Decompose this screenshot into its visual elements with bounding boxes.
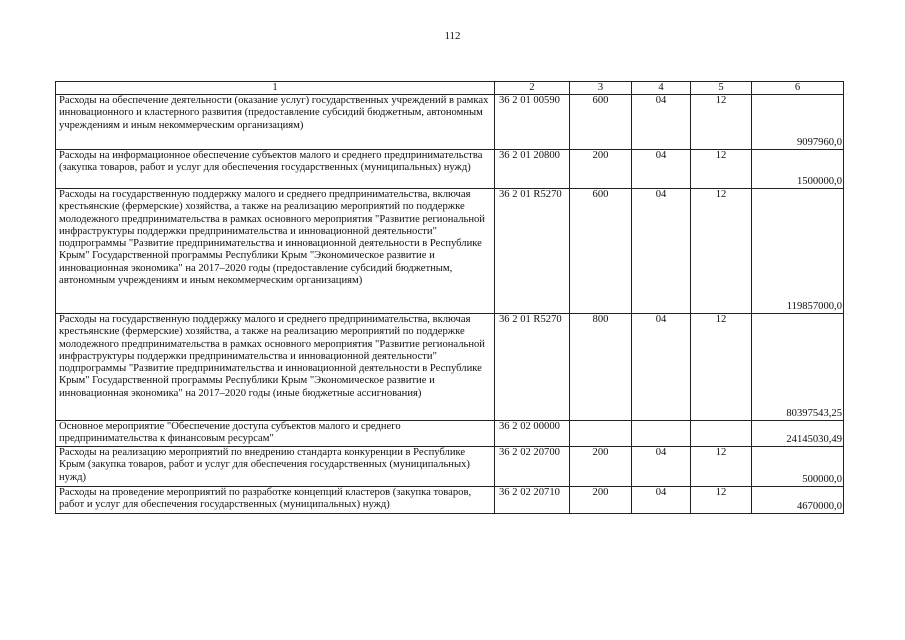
page-number: 112 <box>444 30 461 42</box>
row-expense-type: 200 <box>570 150 632 189</box>
header-col-5: 5 <box>691 82 752 95</box>
row-target-code: 36 2 02 20710 <box>495 487 570 514</box>
row-expense-type: 800 <box>570 314 632 421</box>
row-section: 04 <box>632 189 691 314</box>
row-amount: 119857000,0 <box>752 189 844 314</box>
row-description: Расходы на государственную поддержку малого и среднего предпринимательства, включая крестьянские (фермерские) хозяйства, а также на реализацию мероприятий по поддержке молодежного предпринимательства в рамках основного мероприятия "Развитие региональной инфраструктуры поддержки предпринимательства и инновационной деятельности" подпрограммы "Развитие предпринимательства и инновационной деятельности в Республике Крым" Государственной программы Республики Крым "Экономическое развитие и инновационная экономика" на 2017–2020 годы (иные бюджетные ассигнования) <box>56 314 495 421</box>
table-row <box>56 447 844 487</box>
row-description: Основное мероприятие "Обеспечение доступа субъектов малого и среднего предпринимательства к финансовым ресурсам" <box>56 421 495 447</box>
row-target-code: 36 2 01 20800 <box>495 150 570 189</box>
row-description: Расходы на проведение мероприятий по разработке концепций кластеров (закупка товаров, работ и услуг для обеспечения государственных (муниципальных) нужд) <box>56 487 495 514</box>
table-header-row <box>56 82 844 95</box>
header-col-4: 4 <box>632 82 691 95</box>
table-row <box>56 150 844 189</box>
row-subsection: 12 <box>691 447 752 487</box>
row-amount: 4670000,0 <box>752 487 844 514</box>
row-section: 04 <box>632 150 691 189</box>
header-col-2: 2 <box>495 82 570 95</box>
row-expense-type: 200 <box>570 487 632 514</box>
row-subsection: 12 <box>691 95 752 150</box>
row-expense-type: 200 <box>570 447 632 487</box>
header-col-3: 3 <box>570 82 632 95</box>
row-section: 04 <box>632 487 691 514</box>
row-amount: 24145030,49 <box>752 421 844 447</box>
row-description: Расходы на информационное обеспечение субъектов малого и среднего предпринимательства (закупка товаров, работ и услуг для обеспечения государственных (муниципальных) нужд) <box>56 150 495 189</box>
row-subsection: 12 <box>691 314 752 421</box>
table-row <box>56 421 844 447</box>
row-section: 04 <box>632 314 691 421</box>
row-subsection <box>691 421 752 447</box>
table-row <box>56 314 844 421</box>
row-target-code: 36 2 01 R5270 <box>495 189 570 314</box>
row-target-code: 36 2 01 00590 <box>495 95 570 150</box>
budget-table <box>55 81 844 514</box>
table-row <box>56 95 844 150</box>
row-subsection: 12 <box>691 487 752 514</box>
row-target-code: 36 2 02 00000 <box>495 421 570 447</box>
row-expense-type: 600 <box>570 95 632 150</box>
row-subsection: 12 <box>691 150 752 189</box>
row-description: Расходы на государственную поддержку малого и среднего предпринимательства, включая крестьянские (фермерские) хозяйства, а также на реализацию мероприятий по поддержке молодежного предпринимательства в рамках основного мероприятия "Развитие региональной инфраструктуры поддержки предпринимательства и инновационной деятельности" подпрограммы "Развитие предпринимательства и инновационной деятельности в Республике Крым" Государственной программы Республики Крым "Экономическое развитие и инновационная экономика" на 2017–2020 годы (предоставление субсидий бюджетным, автономным учреждениям и иным некоммерческим организациям) <box>56 189 495 314</box>
table-row <box>56 189 844 314</box>
header-col-6: 6 <box>752 82 844 95</box>
row-subsection: 12 <box>691 189 752 314</box>
row-description: Расходы на реализацию мероприятий по внедрению стандарта конкуренции в Республике Крым (закупка товаров, работ и услуг для обеспечения государственных (муниципальных) нужд) <box>56 447 495 487</box>
row-target-code: 36 2 01 R5270 <box>495 314 570 421</box>
header-col-1: 1 <box>56 82 495 95</box>
row-target-code: 36 2 02 20700 <box>495 447 570 487</box>
row-amount: 9097960,0 <box>752 95 844 150</box>
table-row <box>56 487 844 514</box>
row-amount: 80397543,25 <box>752 314 844 421</box>
row-expense-type <box>570 421 632 447</box>
row-amount: 500000,0 <box>752 447 844 487</box>
row-section <box>632 421 691 447</box>
row-description: Расходы на обеспечение деятельности (оказание услуг) государственных учреждений в рамках инновационного и кластерного развития (предоставление субсидий бюджетным, автономным учреждениям и иным некоммерческим организациям) <box>56 95 495 150</box>
row-amount: 1500000,0 <box>752 150 844 189</box>
row-expense-type: 600 <box>570 189 632 314</box>
row-section: 04 <box>632 447 691 487</box>
row-section: 04 <box>632 95 691 150</box>
